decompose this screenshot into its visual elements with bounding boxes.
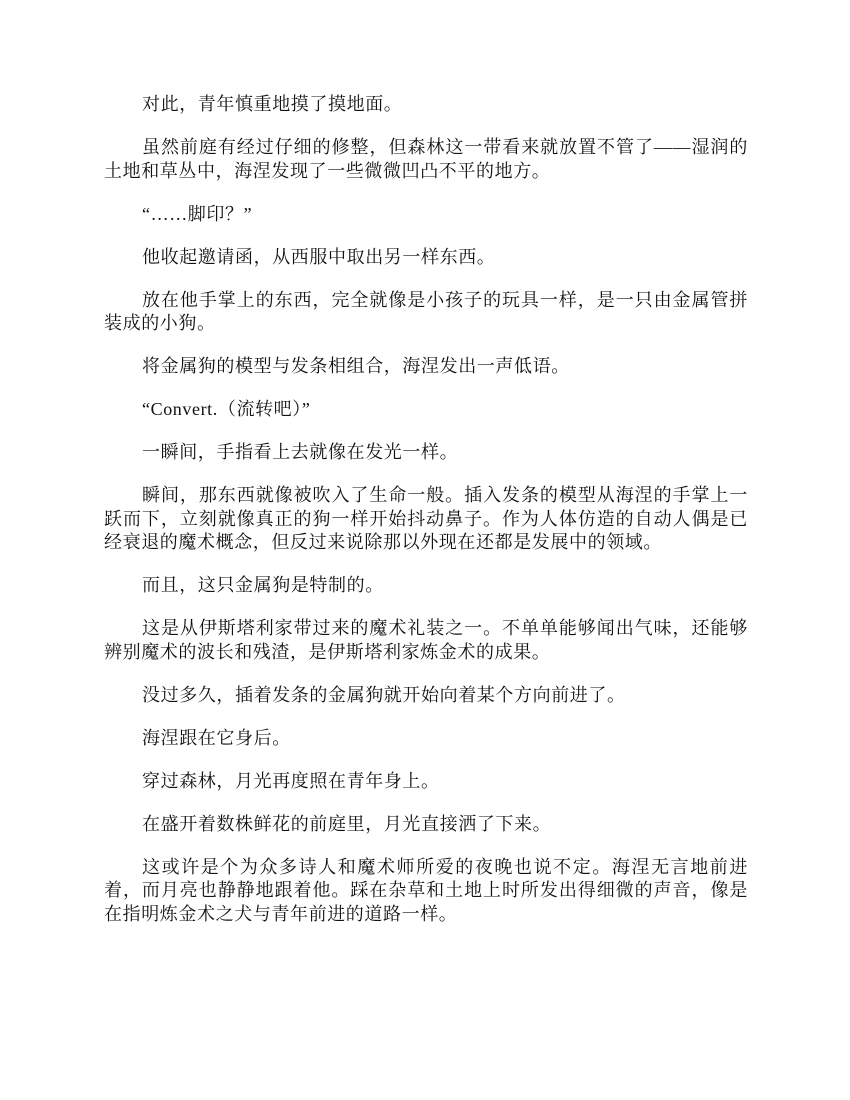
paragraph: 放在他手掌上的东西，完全就像是小孩子的玩具一样，是一只由金属管拼装成的小狗。	[104, 289, 748, 333]
paragraph: 他收起邀请函，从西服中取出另一样东西。	[142, 246, 496, 267]
paragraph: 海涅跟在它身后。	[142, 727, 291, 748]
document-body	[104, 93, 748, 946]
paragraph: “Convert.（流转吧）”	[142, 399, 311, 419]
paragraph: 一瞬间，手指看上去就像在发光一样。	[142, 442, 459, 462]
paragraph: 在盛开着数株鲜花的前庭里，月光直接洒了下来。	[142, 813, 552, 834]
paragraph: 而且，这只金属狗是特制的。	[142, 575, 384, 595]
paragraph: 将金属狗的模型与发条相组合，海涅发出一声低语。	[142, 356, 570, 376]
paragraph: 这是从伊斯塔利家带过来的魔术礼装之一。不单单能够闻出气味，还能够辨别魔术的波长和残渣，是伊斯塔利家炼金术的成果。	[104, 618, 748, 662]
paragraph: “……脚印？”	[142, 203, 253, 224]
paragraph: 这或许是个为众多诗人和魔术师所爱的夜晚也说不定。海涅无言地前进着，而月亮也静静地跟着他。踩在杂草和土地上时所发出得细微的声音，像是在指明炼金术之犬与青年前进的道路一样。	[104, 856, 748, 924]
paragraph: 没过多久，插着发条的金属狗就开始向着某个方向前进了。	[142, 684, 626, 705]
paragraph: 虽然前庭有经过仔细的修整，但森林这一带看来就放置不管了——湿润的土地和草丛中，海涅发现了一些微微凹凸不平的地方。	[104, 137, 748, 181]
paragraph: 瞬间，那东西就像被吹入了生命一般。插入发条的模型从海涅的手掌上一跃而下，立刻就像真正的狗一样开始抖动鼻子。作为人体仿造的自动人偶是已经衰退的魔术概念，但反过来说除那以外现在还都是发展中的领域。	[104, 485, 748, 552]
paragraph: 对此，青年慎重地摸了摸地面。	[142, 94, 403, 114]
paragraph: 穿过森林，月光再度照在青年身上。	[142, 770, 440, 791]
